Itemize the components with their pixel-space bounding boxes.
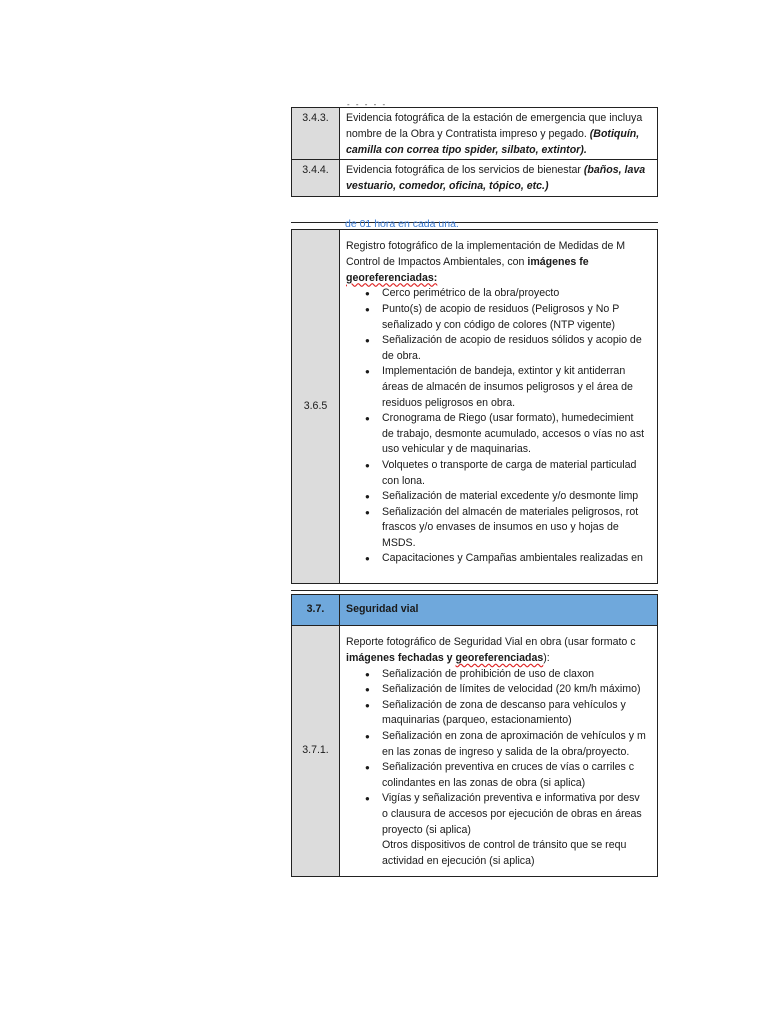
list-item <box>346 791 657 838</box>
list-item-text: uso vehicular y de maquinarias. <box>382 443 531 456</box>
text-line <box>346 651 657 667</box>
text-run: imágenes fechadas y <box>346 651 456 664</box>
table-top-border <box>291 590 658 591</box>
text-run: Registro fotográfico de la implementación de Medidas de M <box>346 240 626 252</box>
list-item-text: o clausura de accesos por ejecución de obras en áreas <box>382 807 642 820</box>
list-item <box>346 458 657 489</box>
list-item-text: maquinarias (parqueo, estacionamiento) <box>382 714 572 727</box>
table-row <box>292 626 658 877</box>
environmental-measures-table <box>291 229 658 584</box>
text-run: nombre de la Obra y Contratista impreso y pegado. <box>346 127 590 140</box>
item-number: 3.6.5 <box>292 230 340 584</box>
list-item-text: ● Señalización de material excedente y/o desmonte limp <box>382 490 639 503</box>
list-item <box>346 333 657 364</box>
list-item-text: en las zonas de ingreso y salida de la obra/proyecto. <box>382 745 630 758</box>
cut-off-link-fragment: de 01 hora en cada una. <box>345 218 459 230</box>
road-safety-table <box>291 594 658 877</box>
list-item <box>346 505 657 552</box>
section-number: 3.7. <box>292 595 340 626</box>
list-item-text: áreas de almacén de insumos peligrosos y el área de <box>382 380 633 393</box>
list-item-text: ● Señalización en zona de aproximación de vehículos y m <box>382 729 646 742</box>
list-item-text: residuos peligrosos en obra. <box>382 396 516 409</box>
text-line <box>346 179 657 195</box>
list-item-text: ● Implementación de bandeja, extintor y kit antiderran <box>382 365 626 378</box>
list-item-text: ● Señalización preventiva en cruces de vías o carriles c <box>382 761 635 774</box>
bullet-list <box>346 286 657 567</box>
item-number: 3.4.4. <box>292 160 340 197</box>
item-number: 3.4.3. <box>292 108 340 160</box>
text-run: georeferenciadas: <box>346 271 438 284</box>
text-run: imágenes fe <box>527 255 589 268</box>
text-line <box>346 143 657 159</box>
list-item-text: ● Señalización de acopio de residuos sólidos y acopio de <box>382 334 642 347</box>
evidence-table <box>291 107 658 197</box>
list-item-text: ● Señalización de zona de descanso para vehículos y <box>382 698 626 711</box>
text-line: Otros dispositivos de control de tránsito que se requ <box>382 839 627 852</box>
bullet-list <box>346 667 657 839</box>
list-item-text: ● Señalización de prohibición de uso de claxon <box>382 667 595 680</box>
list-item-text: proyecto (si aplica) <box>382 823 471 836</box>
list-item-text: con lona. <box>382 474 425 487</box>
text-run: vestuario, comedor, oficina, tópico, etc.) <box>346 180 549 193</box>
text-line <box>346 111 657 127</box>
list-item <box>346 489 657 505</box>
text-line: actividad en ejecución (si aplica) <box>382 854 535 867</box>
list-item-text: frascos y/o envases de insumos en uso y hojas de <box>382 521 619 534</box>
text-run: ): <box>543 651 550 664</box>
intro-paragraph <box>346 635 657 667</box>
list-item-text: colindantes en las zonas de obra (si aplica) <box>382 776 586 789</box>
list-item <box>346 667 657 683</box>
text-run: Evidencia fotográfica de los servicios de bienestar <box>346 164 584 177</box>
table-row <box>292 230 658 584</box>
item-description <box>340 230 658 584</box>
text-line <box>346 163 657 179</box>
item-description <box>340 108 658 160</box>
list-item-text: ● Punto(s) de acopio de residuos (Peligrosos y No P <box>382 302 620 315</box>
list-item <box>346 551 657 567</box>
list-item <box>346 760 657 791</box>
list-item <box>346 286 657 302</box>
list-item <box>346 302 657 333</box>
list-item-text: ● Volquetes o transporte de carga de material particulad <box>382 458 637 471</box>
list-item <box>346 364 657 411</box>
list-item-text: de trabajo, desmonte acumulado, accesos o vías no ast <box>382 427 645 440</box>
text-run: Reporte fotográfico de Seguridad Vial en obra (usar formato c <box>346 636 636 648</box>
item-description <box>340 160 658 197</box>
text-line <box>346 635 657 651</box>
list-item <box>346 698 657 729</box>
document-sheet <box>291 0 658 1024</box>
text-run: camilla con correa tipo spider, silbato, extintor). <box>346 143 587 156</box>
list-item-text: ● Señalización del almacén de materiales peligrosos, rot <box>382 505 639 518</box>
table-row <box>292 108 658 160</box>
text-line <box>346 127 657 143</box>
list-item-text: MSDS. <box>382 536 416 549</box>
list-item-text: ● Señalización de límites de velocidad (20 km/h máximo) <box>382 683 641 696</box>
section-title: Seguridad vial <box>340 595 658 626</box>
text-run: (Botiquín, <box>589 127 640 140</box>
item-number: 3.7.1. <box>292 626 340 877</box>
list-item-text: ● Vigías y señalización preventiva e informativa por desv <box>382 792 640 805</box>
text-line <box>346 255 657 271</box>
list-item <box>346 682 657 698</box>
section-header-row <box>292 595 658 626</box>
trailing-paragraph <box>346 838 657 870</box>
list-item <box>346 729 657 760</box>
text-run: Evidencia fotográfica de la estación de emergencia que incluya <box>346 112 643 124</box>
cut-off-text-fragment: - - - - - <box>347 100 388 109</box>
item-description <box>340 626 658 877</box>
list-item-text: ● Cronograma de Riego (usar formato), humedecimient <box>382 412 634 425</box>
list-item-text: señalizado y con código de colores (NTP vigente) <box>382 318 615 331</box>
text-run: Control de Impactos Ambientales, con <box>346 255 528 268</box>
text-run: georeferenciadas <box>455 651 544 664</box>
list-item <box>346 411 657 458</box>
text-line <box>346 271 657 287</box>
list-item-text: ● Cerco perimétrico de la obra/proyecto <box>382 287 560 300</box>
intro-paragraph <box>346 239 657 286</box>
table-row <box>292 160 658 197</box>
list-item-text: ● Capacitaciones y Campañas ambientales realizadas en <box>382 552 643 565</box>
list-item-text: de obra. <box>382 349 421 362</box>
text-line <box>346 239 657 255</box>
text-run: (baños, lava <box>583 164 646 177</box>
